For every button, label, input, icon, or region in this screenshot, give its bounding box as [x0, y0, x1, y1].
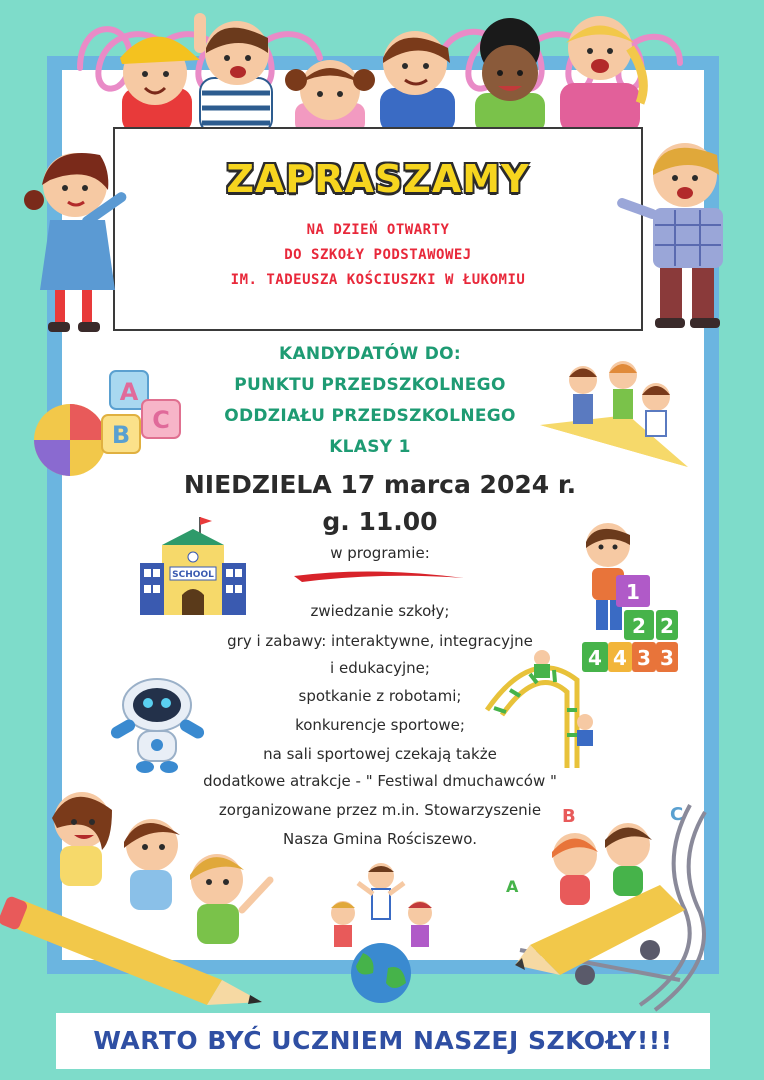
banner-line-1: NA DZIEŃ OTWARTY [306, 222, 450, 238]
kid-yellow-cap [120, 37, 200, 133]
program-item: na sali sportowej czekają także [263, 745, 497, 763]
cube-number: 3 [660, 646, 674, 670]
kid-curly-hair [475, 18, 545, 133]
boy-waving-illustration [615, 130, 735, 330]
cube-number: 2 [632, 614, 646, 638]
block-letter-a: A [119, 378, 139, 406]
event-time: g. 11.00 [322, 507, 438, 536]
candidates-heading: KANDYDATÓW DO: [279, 344, 461, 364]
program-item: dodatkowe atrakcje - " Festiwal dmuchawców " [203, 772, 557, 790]
kid-blue-shirt [380, 31, 455, 133]
kid-pigtails [285, 60, 375, 133]
top-kids-illustration [100, 8, 680, 133]
cube-number: 4 [588, 646, 602, 670]
footer-banner [56, 1013, 710, 1069]
kids-on-pencil-illustration [2, 780, 292, 1010]
school-sign-text: SCHOOL [172, 570, 214, 580]
program-item: gry i zabawy: interaktywne, integracyjne [227, 632, 533, 650]
candidate-item-class-1: KLASY 1 [329, 437, 411, 457]
float-letter-a: A [506, 877, 519, 896]
candidate-item-preschool-point: PUNKTU PRZEDSZKOLNEGO [234, 375, 506, 395]
banner-line-3: IM. TADEUSZA KOŚCIUSZKI W ŁUKOMIU [230, 272, 526, 288]
event-date: NIEDZIELA 17 marca 2024 r. [183, 470, 577, 499]
program-item: i edukacyjne; [330, 659, 430, 677]
abc-blocks-ball-illustration [32, 365, 187, 480]
float-letter-b: B [562, 806, 576, 827]
footer-slogan: WARTO BYĆ UCZNIEM NASZEJ SZKOŁY!!! [93, 1026, 673, 1055]
paper-plane-kids-illustration [538, 355, 693, 470]
cube-number: 2 [660, 614, 674, 638]
cube-number: 1 [626, 580, 640, 604]
program-item: zwiedzanie szkoły; [310, 602, 450, 620]
cube-number: 3 [637, 646, 651, 670]
program-heading: w programie: [330, 544, 430, 562]
program-item: zorganizowane przez m.in. Stowarzyszenie [218, 801, 542, 819]
header-banner [113, 127, 643, 331]
block-letter-c: C [152, 406, 170, 434]
program-item: konkurencje sportowe; [295, 716, 465, 734]
climbing-ladder-illustration [482, 650, 602, 770]
robot-illustration [105, 675, 210, 775]
banner-line-2: DO SZKOŁY PODSTAWOWEJ [284, 247, 472, 263]
float-letter-c: C [670, 804, 684, 825]
kid-striped-shirt [194, 13, 272, 133]
kid-blonde-girl [560, 16, 643, 133]
school-building-illustration [140, 515, 246, 615]
kids-on-globe-illustration [318, 858, 443, 1003]
page-title: ZAPRASZAMY [226, 157, 530, 201]
program-item: Nasza Gmina Rościszewo. [283, 830, 477, 848]
girl-pointing-illustration [20, 140, 140, 335]
red-brush-underline [292, 566, 467, 586]
program-item: spotkanie z robotami; [298, 687, 462, 705]
candidate-item-preschool-division: ODDZIAŁU PRZEDSZKOLNEGO [224, 406, 516, 426]
roller-coaster-kids-illustration [500, 800, 715, 1010]
block-letter-b: B [111, 421, 131, 449]
cube-number: 4 [613, 646, 627, 670]
